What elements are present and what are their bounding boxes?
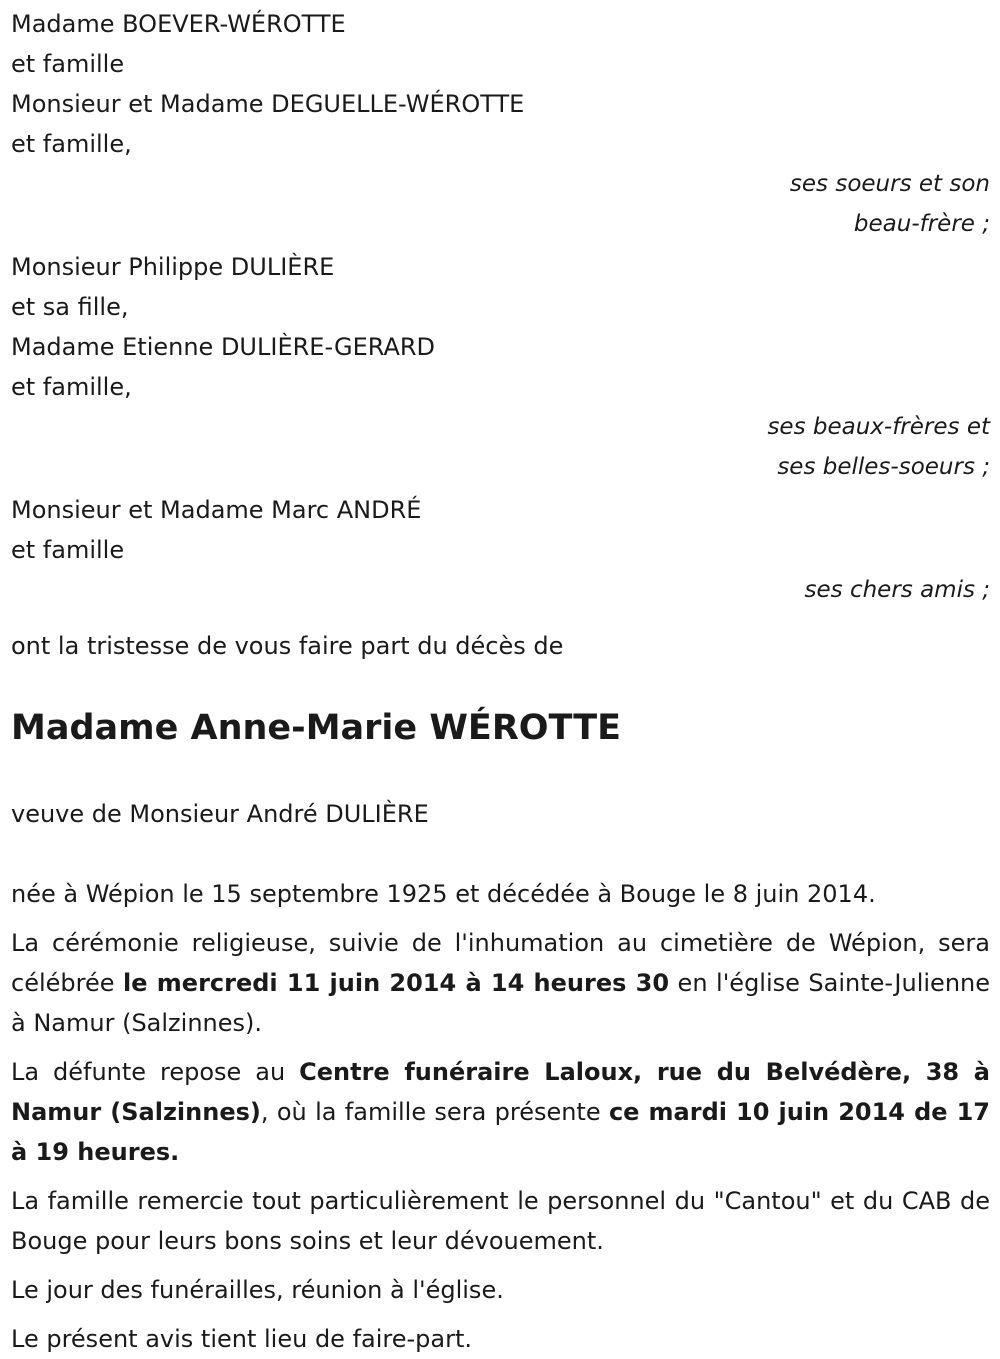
family-name-line: et famille: [11, 536, 125, 564]
deceased-name: Madame Anne-Marie WÉROTTE: [11, 708, 622, 748]
family-name-line: Monsieur et Madame DEGUELLE-WÉROTTE: [11, 90, 525, 118]
relation-block: [11, 164, 990, 244]
family-name-line: Monsieur Philippe DULIÈRE: [11, 253, 335, 281]
rest-text-2: , où la famille sera présente: [260, 1098, 609, 1126]
funeral-home: Centre funéraire Laloux, rue du Belvédère, 38 à Namur (Salzinnes): [11, 1058, 990, 1126]
funeral-day-paragraph: Le jour des funérailles, réunion à l'église.: [11, 1276, 504, 1304]
relation-line: ses belles-soeurs ;: [777, 454, 990, 480]
family-name-line: et famille: [11, 50, 125, 78]
visitation-time: ce mardi 10 juin 2014 de 17 à 19 heures.: [11, 1098, 990, 1166]
family-name-line: et famille,: [11, 373, 132, 401]
relation-line: ses soeurs et son: [789, 171, 990, 197]
family-name-line: Monsieur et Madame Marc ANDRÉ: [11, 496, 422, 524]
family-name-line: et sa fille,: [11, 293, 129, 321]
ceremony-paragraph: [11, 923, 990, 1043]
relation-block: [11, 407, 990, 487]
relation-block: [11, 570, 990, 610]
family-name-line: Madame BOEVER-WÉROTTE: [11, 10, 346, 38]
family-name-line: Madame Etienne DULIÈRE-GERARD: [11, 333, 436, 361]
rest-text: La défunte repose au: [11, 1058, 300, 1086]
widow-of: veuve de Monsieur André DULIÈRE: [11, 800, 429, 828]
ceremony-text: La cérémonie religieuse, suivie de l'inhumation au cimetière de Wépion, sera célébrée: [11, 929, 990, 997]
notice-paragraph: Le présent avis tient lieu de faire-part.: [11, 1325, 473, 1353]
relation-line: ses beaux-frères et: [767, 414, 990, 440]
thanks-paragraph: La famille remercie tout particulièrement le personnel du "Cantou" et du CAB de Bouge pour leurs bons soins et leur dévouement.: [11, 1187, 990, 1255]
relation-line: ses chers amis ;: [804, 577, 990, 603]
birth-death-dates: née à Wépion le 15 septembre 1925 et décédée à Bouge le 8 juin 2014.: [11, 880, 876, 908]
family-group-3: [11, 490, 990, 610]
family-group-2: [11, 247, 990, 487]
obituary-notice: [11, 4, 990, 1359]
intro-text: ont la tristesse de vous faire part du décès de: [11, 632, 564, 660]
rest-paragraph: [11, 1052, 990, 1172]
family-group-1: [11, 4, 990, 244]
family-name-line: et famille,: [11, 130, 132, 158]
relation-line: beau-frère ;: [853, 211, 990, 237]
ceremony-location: en l'église Sainte-Julienne à Namur (Salzinnes).: [11, 969, 991, 1037]
ceremony-date: le mercredi 11 juin 2014 à 14 heures 30: [123, 969, 670, 997]
